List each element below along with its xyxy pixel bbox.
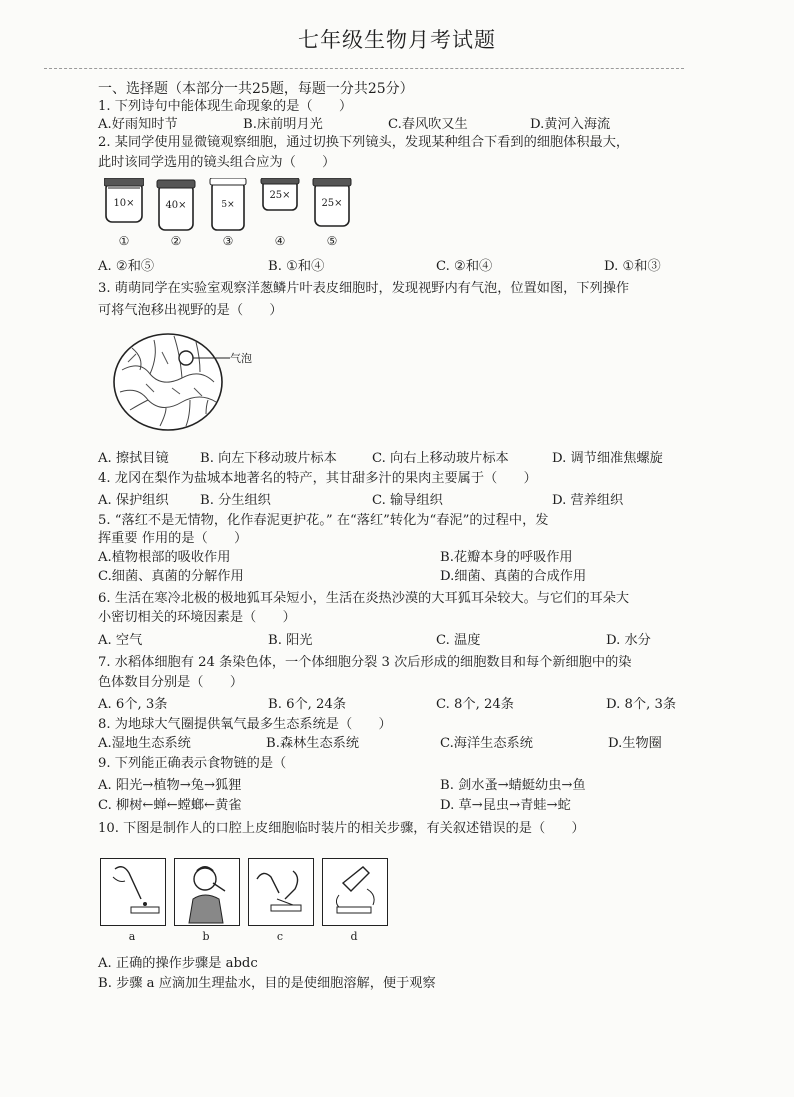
q6-option-c: C. 温度	[436, 633, 481, 648]
lens-4-magnification: 25×	[269, 190, 291, 201]
q1-option-b: B.床前明月光	[243, 117, 323, 132]
q6-stem-line1: 6. 生活在寒冷北极的极地狐耳朵短小，生活在炎热沙漠的大耳狐耳朵较大。与它们的耳朵大	[98, 591, 630, 606]
q6-option-d: D. 水分	[606, 633, 651, 648]
q10-option-a: A. 正确的操作步骤是 abdc	[98, 956, 258, 971]
lens-2-number: ②	[170, 234, 182, 248]
q2-option-c: C. ②和④	[436, 259, 493, 274]
q8-option-b: B.森林生态系统	[266, 736, 360, 751]
q2-stem-line2: 此时该同学选用的镜头组合应为（ ）	[98, 155, 336, 170]
section-heading: 一、选择题（本部分一共25题，每题一分共25分）	[98, 81, 414, 97]
q4-option-c: C. 输导组织	[372, 493, 443, 508]
q4-option-d: D. 营养组织	[552, 493, 624, 508]
q3-option-a: A. 擦拭目镜	[98, 451, 169, 466]
q7-option-c: C. 8个, 24条	[436, 697, 514, 712]
q6-option-a: A. 空气	[98, 633, 143, 648]
q7-option-d: D. 8个, 3条	[606, 697, 677, 712]
q9-option-c: C. 柳树←蝉←螳螂←黄雀	[98, 798, 242, 813]
lens-5-number: ⑤	[326, 234, 338, 248]
q4-option-b: B. 分生组织	[200, 493, 271, 508]
step-d-label: d	[350, 930, 358, 943]
q4-option-a: A. 保护组织	[98, 493, 169, 508]
q10-stem: 10. 下图是制作人的口腔上皮细胞临时装片的相关步骤，有关叙述错误的是（ ）	[98, 821, 585, 836]
slide-preparation-figure	[100, 858, 390, 944]
q7-option-a: A. 6个, 3条	[98, 697, 168, 712]
q4-stem: 4. 龙冈在梨作为盐城本地著名的特产，其甘甜多汁的果肉主要属于（ ）	[98, 471, 537, 486]
q9-option-d: D. 草→昆虫→青蛙→蛇	[440, 798, 571, 813]
q5-stem-line2: 挥重要 作用的是（ ）	[98, 531, 248, 546]
lens-1-number: ①	[118, 234, 130, 248]
q5-option-a: A.植物根部的吸收作用	[98, 550, 231, 565]
lens-3-number: ③	[222, 234, 234, 248]
q1-stem: 1. 下列诗句中能体现生命现象的是（ ）	[98, 99, 353, 114]
step-a-panel	[100, 858, 166, 926]
q8-option-c: C.海洋生态系统	[440, 736, 533, 751]
q6-stem-line2: 小密切相关的环境因素是（ ）	[98, 610, 296, 625]
q2-stem-line1: 2. 某同学使用显微镜观察细胞，通过切换下列镜头，发现某种组合下看到的细胞体积最大，	[98, 135, 630, 150]
step-b-panel	[174, 858, 240, 926]
q2-option-a: A. ②和⑤	[98, 259, 155, 274]
lens-figure	[104, 178, 364, 250]
step-c-panel	[248, 858, 314, 926]
q3-option-d: D. 调节细准焦螺旋	[552, 451, 663, 466]
lens-1-magnification: 10×	[113, 198, 135, 209]
q7-stem-line2: 色体数目分别是（ ）	[98, 675, 244, 690]
step-b-label: b	[202, 930, 210, 943]
lens-4-icon	[260, 178, 300, 232]
q7-option-b: B. 6个, 24条	[268, 697, 347, 712]
lens-3-magnification: 5×	[221, 200, 235, 210]
cell-view-diagram	[110, 330, 270, 440]
q3-option-c: C. 向右上移动玻片标本	[372, 451, 509, 466]
q9-option-b: B. 剑水蚤→蜻蜓幼虫→鱼	[440, 778, 586, 793]
q5-option-d: D.细菌、真菌的合成作用	[440, 569, 587, 584]
q6-option-b: B. 阳光	[268, 633, 313, 648]
q1-option-a: A.好雨知时节	[98, 117, 178, 132]
q5-option-c: C.细菌、真菌的分解作用	[98, 569, 244, 584]
q5-option-b: B.花瓣本身的呼吸作用	[440, 550, 573, 565]
microscope-field-figure	[110, 330, 270, 440]
bubble-label: 气泡	[230, 352, 252, 365]
q3-stem-line2: 可将气泡移出视野的是（ ）	[98, 303, 283, 318]
header-divider	[44, 68, 684, 69]
q5-stem-line1: 5. “落红不是无情物，化作春泥更护花。” 在“落红”转化为“春泥”的过程中，发	[98, 513, 549, 528]
lens-4-number: ④	[274, 234, 286, 248]
q9-option-a: A. 阳光→植物→兔→狐狸	[98, 778, 242, 793]
q7-stem-line1: 7. 水稻体细胞有 24 条染色体，一个体细胞分裂 3 次后形成的细胞数目和每个新细胞中的染	[98, 655, 632, 670]
q2-option-b: B. ①和④	[268, 259, 325, 274]
q1-option-c: C.春风吹又生	[388, 117, 468, 132]
q3-stem-line1: 3. 萌萌同学在实验室观察洋葱鳞片叶表皮细胞时，发现视野内有气泡，位置如图，下列操作	[98, 281, 630, 296]
step-c-label: c	[276, 930, 284, 943]
coverslip-icon	[249, 859, 313, 925]
page-title: 七年级生物月考试题	[298, 28, 496, 52]
q2-option-d: D. ①和③	[604, 259, 661, 274]
dropper-slide-icon	[101, 859, 165, 925]
q10-option-b: B. 步骤 a 应滴加生理盐水，目的是使细胞溶解，便于观察	[98, 976, 436, 991]
lens-5-magnification: 25×	[321, 198, 343, 209]
q8-stem: 8. 为地球大气圈提供氧气最多生态系统是（ ）	[98, 717, 392, 732]
q8-option-d: D.生物圈	[608, 736, 662, 751]
person-scraping-icon	[175, 859, 239, 925]
step-a-label: a	[128, 930, 136, 943]
q8-option-a: A.湿地生态系统	[98, 736, 191, 751]
stain-slide-icon	[323, 859, 387, 925]
q3-option-b: B. 向左下移动玻片标本	[200, 451, 337, 466]
q1-option-d: D.黄河入海流	[530, 117, 611, 132]
q9-stem: 9. 下列能正确表示食物链的是（	[98, 756, 287, 771]
step-d-panel	[322, 858, 388, 926]
lens-2-magnification: 40×	[165, 200, 187, 211]
